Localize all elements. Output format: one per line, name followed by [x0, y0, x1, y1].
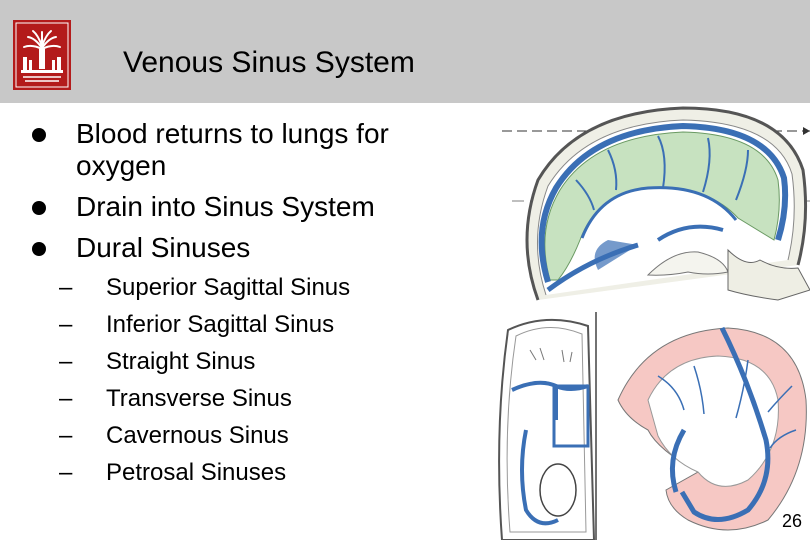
sub-bullet-item — [50, 385, 470, 413]
bullet-item — [32, 118, 472, 182]
dash-icon: – — [59, 459, 73, 486]
sub-bullet-item — [50, 348, 470, 376]
sub-bullet-item — [50, 311, 470, 339]
sub-bullet-text: Straight Sinus — [106, 348, 256, 375]
dash-icon: – — [59, 348, 73, 375]
bullet-item — [32, 232, 472, 264]
bullet-dot-icon — [32, 242, 46, 256]
sub-bullet-text: Inferior Sagittal Sinus — [106, 311, 335, 338]
dash-icon: – — [59, 274, 73, 301]
sub-bullet-item — [50, 274, 470, 302]
university-logo-icon — [13, 20, 71, 90]
bullet-text: Blood returns to lungs for oxygen — [76, 118, 389, 181]
bullet-dot-icon — [32, 201, 46, 215]
slide-title: Venous Sinus System — [123, 46, 415, 79]
bullet-text: Drain into Sinus System — [76, 191, 375, 222]
dash-icon: – — [59, 311, 73, 338]
dash-icon: – — [59, 385, 73, 412]
tentorium-view — [618, 328, 806, 530]
venous-sinus-diagram-icon — [498, 100, 810, 540]
sub-bullet-item — [50, 459, 470, 487]
dash-icon: – — [59, 422, 73, 449]
sagittal-view — [502, 108, 810, 300]
cranial-base-view — [498, 312, 598, 540]
sub-bullet-list — [50, 274, 470, 496]
sub-bullet-text: Petrosal Sinuses — [106, 459, 287, 486]
sub-bullet-text: Cavernous Sinus — [106, 422, 289, 449]
sub-bullet-item — [50, 422, 470, 450]
sub-bullet-text: Superior Sagittal Sinus — [106, 274, 351, 301]
bullet-dot-icon — [32, 128, 46, 142]
bullet-text: Dural Sinuses — [76, 232, 251, 263]
bullet-item — [32, 191, 472, 223]
sub-bullet-text: Transverse Sinus — [106, 385, 292, 412]
bullet-list — [32, 118, 472, 273]
page-number: 26 — [781, 511, 802, 531]
